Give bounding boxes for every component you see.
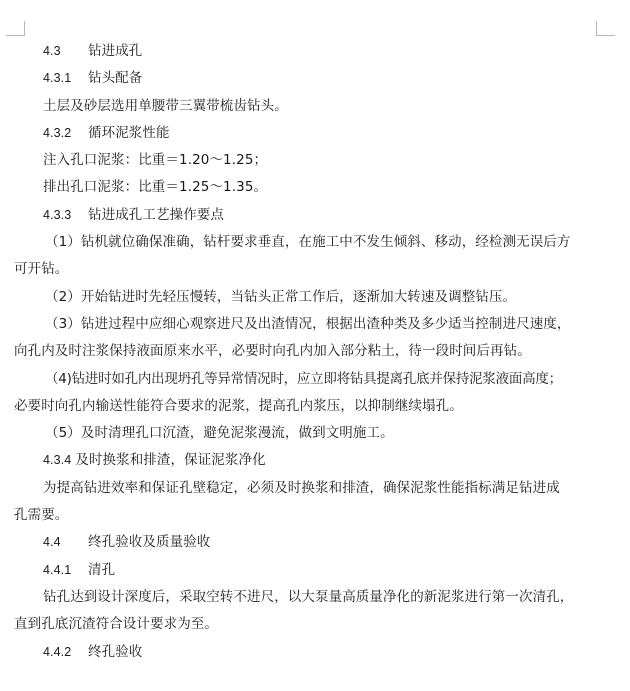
subsection-number: 4.4.2 [43,644,72,659]
subsection-heading [14,639,610,666]
subsection-title: 钻进成孔工艺操作要点 [88,206,224,223]
paragraph-line: 土层及砂层选用单腰带三翼带梳齿钻头。 [43,97,288,114]
subsection-heading [14,447,610,474]
list-item: （5）及时清理孔口沉渣，避免泥浆漫流，做到文明施工。 [45,425,394,442]
subsection-number: 4.4.1 [43,562,72,577]
crop-mark-top-right [596,21,615,36]
paragraph-line: 为提高钻进效率和保证孔壁稳定，必须及时换浆和排渣，确保泥浆性能指标满足钻进成 [43,479,560,496]
subsection-number: 4.3.3 [43,207,72,222]
list-item-continuation: 可开钻。 [14,261,69,278]
subsection-title: 及时换浆和排渣，保证泥浆净化 [75,452,266,469]
paragraph-line: 注入孔口泥浆：比重＝1.20～1.25； [43,152,268,169]
section-heading [14,529,610,556]
subsection-heading [14,557,610,584]
subsection-heading [14,202,610,229]
section-number: 4.3 [43,44,61,58]
section-number: 4.4 [43,535,61,550]
subsection-title: 钻头配备 [88,70,143,87]
list-item: （2）开始钻进时先轻压慢转，当钻头正常工作后，逐渐加大转速及调整钻压。 [45,288,517,305]
section-title: 钻进成孔 [88,43,143,59]
list-item-continuation: 向孔内及时注浆保持液面原来水平，必要时向孔内加入部分粘土，待一段时间后再钻。 [14,343,531,360]
list-item: （3）钻进过程中应细心观察进尺及出渣情况，根据出渣种类及多少适当控制进尺速度， [45,315,571,332]
list-item: （1）钻机就位确保准确，钻杆要求垂直，在施工中不发生倾斜、移动，经检测无误后方 [45,234,571,251]
subsection-heading [14,120,610,147]
subsection-number: 4.3.1 [43,71,72,86]
subsection-heading [14,65,610,92]
subsection-title: 循环泥浆性能 [88,124,170,141]
section-heading [14,38,610,65]
subsection-number: 4.3.2 [43,125,72,140]
subsection-title: 清孔 [88,561,116,578]
paragraph-continuation: 孔需要。 [14,507,69,524]
subsection-title: 终孔验收 [88,643,143,660]
list-item: （4)钻进时如孔内出现坍孔等异常情况时，应立即将钻具提离孔底并保持泥浆液面高度； [45,370,562,387]
paragraph-line: 钻孔达到设计深度后，采取空转不进尺，以大泵量高质量净化的新泥浆进行第一次清孔， [43,588,574,605]
section-title: 终孔验收及质量验收 [88,534,211,551]
subsection-number: 4.3.4 [43,453,72,468]
paragraph-continuation: 直到孔底沉渣符合设计要求为至。 [14,616,218,633]
paragraph-line: 排出孔口泥浆：比重＝1.25～1.35。 [43,179,268,196]
list-item-continuation: 必要时向孔内输送性能符合要求的泥浆，提高孔内浆压，以抑制继续塌孔。 [14,397,463,414]
document-body [14,38,610,666]
crop-mark-top-left [6,21,25,36]
